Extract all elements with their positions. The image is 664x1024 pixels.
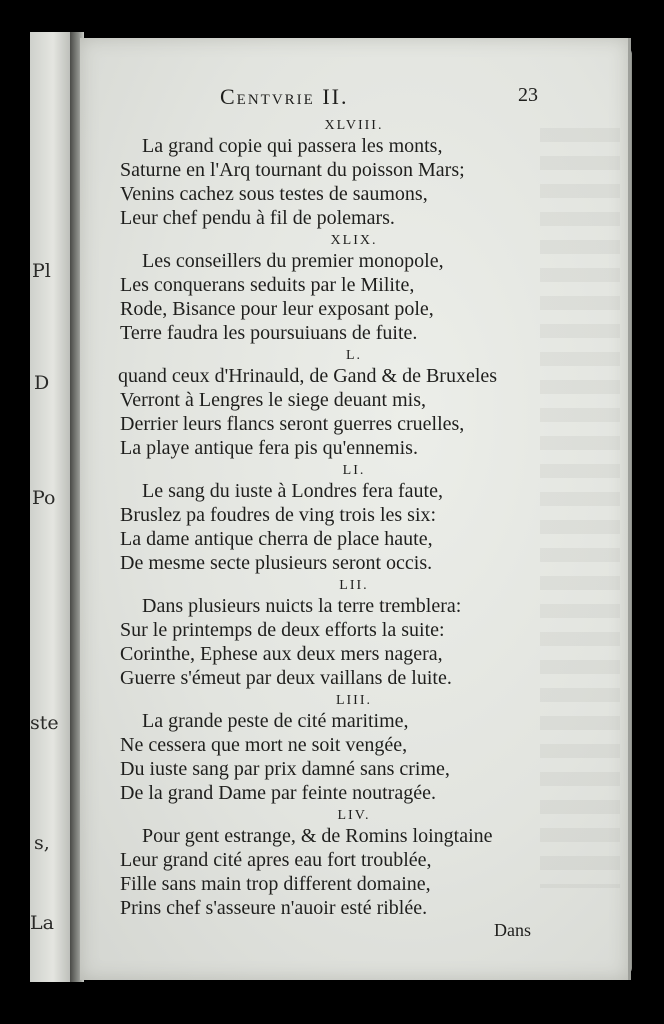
verse-line: Leur chef pendu à fil de polemars.: [120, 207, 395, 229]
left-page-fragment: La: [30, 912, 54, 934]
verse-line: Corinthe, Ephese aux deux mers nagera,: [120, 643, 443, 665]
verse-line: Derrier leurs flancs seront guerres cruelles,: [120, 413, 465, 435]
verse-line: Terre faudra les poursuiuans de fuite.: [120, 322, 418, 344]
verse-line: Du iuste sang par prix damné sans crime,: [120, 758, 450, 780]
quatrain-number: LI.: [342, 463, 366, 478]
verse-line: Le sang du iuste à Londres fera faute,: [142, 480, 443, 502]
quatrain-number: LIV.: [337, 808, 371, 823]
verse-line: Ne cessera que mort ne soit vengée,: [120, 734, 408, 756]
verse-line: La dame antique cherra de place haute,: [120, 528, 433, 550]
left-page-fragment: ste: [30, 712, 59, 734]
verse-line: Guerre s'émeut par deux vaillans de luite.: [120, 667, 452, 689]
left-page-fragment: s,: [34, 832, 50, 854]
quatrain-number: L.: [345, 348, 363, 363]
verse-line: Leur grand cité apres eau fort troublée,: [120, 849, 432, 871]
quatrain-number: XLVIII.: [324, 118, 384, 133]
page-number: 23: [518, 84, 538, 106]
left-page-fragment: Pl: [32, 260, 51, 282]
verse-line: Dans plusieurs nuicts la terre tremblera:: [142, 595, 462, 617]
verse-line: De mesme secte plusieurs seront occis.: [120, 552, 433, 574]
verse-line: Venins cachez sous testes de saumons,: [120, 183, 428, 205]
verse-line: Prins chef s'asseure n'auoir esté riblée.: [120, 897, 428, 919]
verse-line: Fille sans main trop different domaine,: [120, 873, 431, 895]
verse-line: La grande peste de cité maritime,: [142, 710, 409, 732]
catchword: Dans: [494, 920, 531, 940]
previous-page-edge: [30, 32, 74, 982]
verse-line: Les conseillers du premier monopole,: [142, 250, 444, 272]
verse-line: La playe antique fera pis qu'ennemis.: [120, 437, 418, 459]
verse-line: Rode, Bisance pour leur exposant pole,: [120, 298, 434, 320]
verse-line: Pour gent estrange, & de Romins loingtaine: [142, 825, 493, 847]
left-page-fragment: Po: [32, 487, 56, 509]
page-header: [80, 84, 628, 114]
book-page: [80, 38, 631, 980]
quatrain-number: LII.: [339, 578, 369, 593]
verse-line: Saturne en l'Arq tournant du poisson Mars;: [120, 159, 465, 181]
verse-line: Verront à Lengres le siege deuant mis,: [120, 389, 427, 411]
verse-line: Les conquerans seduits par le Milite,: [120, 274, 415, 296]
verse-line: La grand copie qui passera les monts,: [142, 135, 443, 157]
verse-line: De la grand Dame par feinte noutragée.: [120, 782, 436, 804]
quatrain-number: XLIX.: [330, 233, 378, 248]
quatrain-number: LIII.: [335, 693, 373, 708]
verse-line: Bruslez pa foudres de ving trois les six:: [120, 504, 437, 526]
left-page-fragment: D: [34, 372, 50, 394]
verse-line: quand ceux d'Hrinauld, de Gand & de Bruxeles: [118, 365, 498, 387]
running-head: Centvrie II.: [220, 84, 349, 109]
verse-line: Sur le printemps de deux efforts la suite:: [120, 619, 445, 641]
